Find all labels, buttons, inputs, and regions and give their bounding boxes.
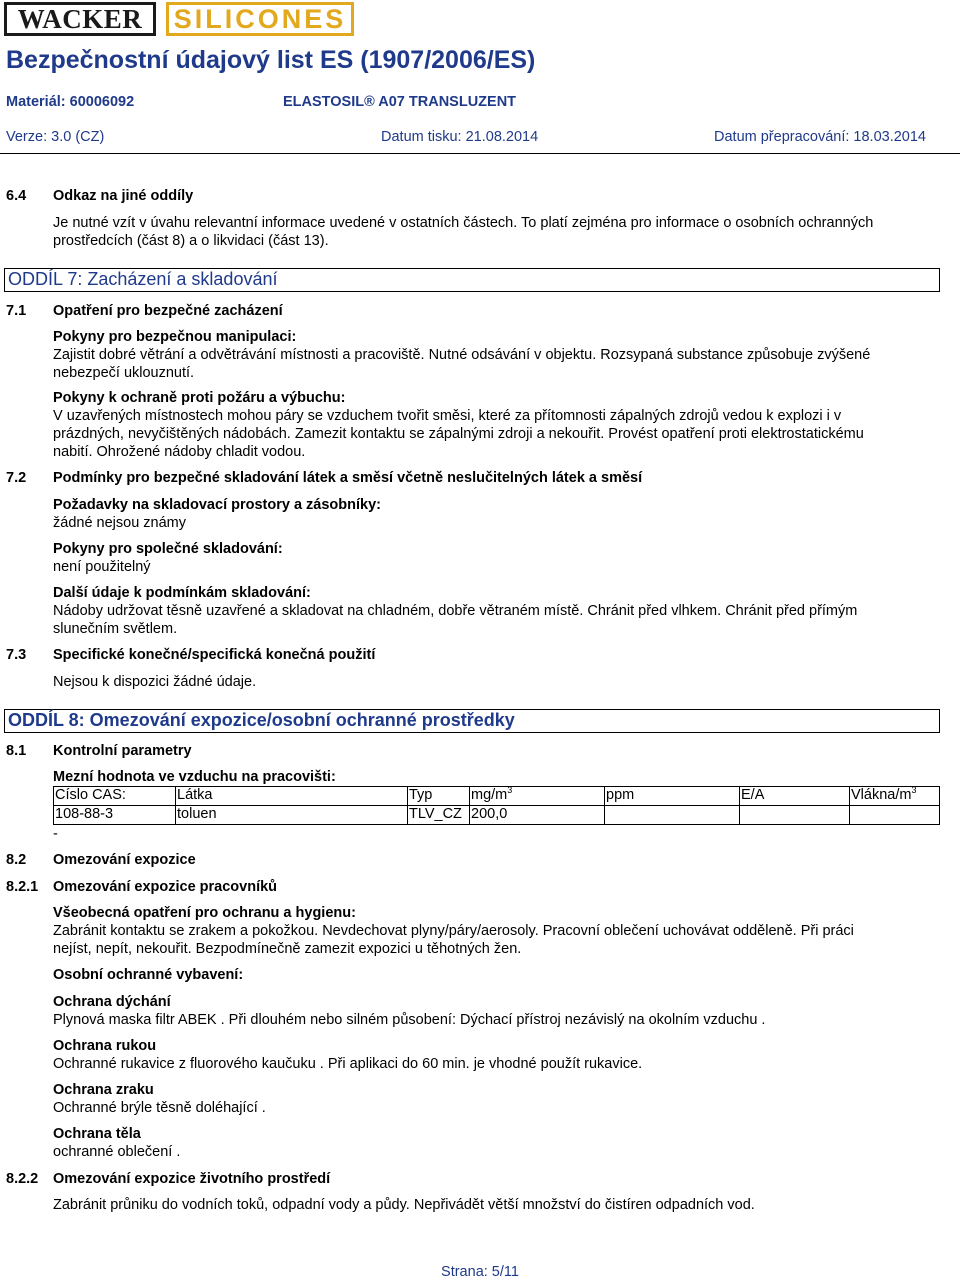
paragraph-line: Je nutné vzít v úvahu relevantní informace uvedené v ostatních částech. To platí zejména pro informace o osobních ochranných — [53, 215, 874, 231]
paragraph-line: nabití. Ohrožené nádoby chladit vodou. — [53, 444, 306, 460]
eye-value: Ochranné brýle těsně doléhající . — [53, 1100, 266, 1116]
table-cell: toluen — [176, 806, 408, 825]
storage-req-heading: Požadavky na skladovací prostory a zásobníky: — [53, 497, 381, 513]
hygiene-heading: Všeobecná opatření pro ochranu a hygienu: — [53, 905, 356, 921]
joint-storage-value: není použitelný — [53, 559, 151, 575]
storage-req-value: žádné nejsou známy — [53, 515, 186, 531]
header-divider — [0, 153, 960, 154]
table-header-cell — [850, 787, 940, 806]
table-header-cell: E/A — [740, 787, 850, 806]
paragraph-line: nejíst, nepít, nekouřit. Bezpodmínečně zamezit expozici u těhotných žen. — [53, 941, 522, 957]
wacker-logo: WACKER — [4, 2, 156, 36]
table-cell: 108-88-3 — [54, 806, 176, 825]
paragraph-line: slunečním světlem. — [53, 621, 178, 637]
subsection-number: 8.2.2 — [6, 1171, 39, 1187]
page-number: Strana: 5/11 — [441, 1264, 519, 1280]
paragraph-line: Zabránit kontaktu se zrakem a pokožkou. Nevdechovat plyny/páry/aerosoly. Pracovní oblečení uchovávat odděleně. Při práci — [53, 923, 854, 939]
paragraph-line: Nádoby udržovat těsně uzavřené a skladovat na chladném, dobře větraném místě. Chránit před vlhkem. Chránit před přímým — [53, 603, 858, 619]
storage-more-heading: Další údaje k podmínkám skladování: — [53, 585, 311, 601]
table-cell: 200,0 — [470, 806, 605, 825]
document-title: Bezpečnostní údajový list ES (1907/2006/ES) — [6, 46, 536, 74]
subsection-title: Specifické konečné/specifická konečná použití — [53, 647, 376, 663]
section-7-heading: ODDÍL 7: Zacházení a skladování — [4, 268, 940, 292]
hand-value: Ochranné rukavice z fluorového kaučuku . Při aplikaci do 60 min. je vhodné použít rukavice. — [53, 1056, 643, 1072]
material-number: Materiál: 60006092 — [6, 94, 135, 110]
subsection-number: 8.2.1 — [6, 879, 39, 895]
table-header-cell: Typ — [408, 787, 470, 806]
body-value: ochranné oblečení . — [53, 1144, 181, 1160]
section-8-heading: ODDÍL 8: Omezování expozice/osobní ochranné prostředky — [4, 709, 940, 733]
subsection-number: 8.1 — [6, 743, 27, 759]
subsection-title: Opatření pro bezpečné zacházení — [53, 303, 283, 319]
subsection-title: Omezování expozice životního prostředí — [53, 1171, 331, 1187]
subsection-number: 7.2 — [6, 470, 27, 486]
fire-heading: Pokyny k ochraně proti požáru a výbuchu: — [53, 390, 346, 406]
subsection-number: 6.4 — [6, 188, 27, 204]
table-header-cell — [470, 787, 605, 806]
respiratory-heading: Ochrana dýchání — [53, 994, 171, 1010]
table-row — [54, 806, 940, 825]
subsection-title: Odkaz na jiné oddíly — [53, 188, 194, 204]
respiratory-value: Plynová maska filtr ABEK . Při dlouhém nebo silném působení: Dýchací přístroj nezávislý na okolním vzduchu . — [53, 1012, 766, 1028]
specific-use-value: Nejsou k dispozici žádné údaje. — [53, 674, 257, 690]
silicones-logo: SILICONES — [166, 2, 354, 36]
paragraph-line: nebezpečí uklouznutí. — [53, 365, 195, 381]
environment-value: Zabránit průniku do vodních toků, odpadní vody a půdy. Nepřivádět větší množství do čistíren odpadních vod. — [53, 1197, 755, 1213]
handling-heading: Pokyny pro bezpečnou manipulaci: — [53, 329, 297, 345]
paragraph-line: prázdných, nevyčištěných nádobách. Zamezit kontaktu se zápalnými zdroji a nekouřit. Provést opatření proti elektrostatickému — [53, 426, 864, 442]
subsection-number: 8.2 — [6, 852, 27, 868]
unit-label: mg/m — [471, 787, 508, 803]
product-name: ELASTOSIL® A07 TRANSLUZENT — [283, 94, 517, 110]
paragraph-line: V uzavřených místnostech mohou páry se vzduchem tvořit směsi, které za přítomnosti zápalných zdrojů vedou k explozi i v — [53, 408, 842, 424]
eye-heading: Ochrana zraku — [53, 1082, 154, 1098]
subsection-title: Omezování expozice pracovníků — [53, 879, 278, 895]
unit-label: Vlákna/m — [851, 787, 912, 803]
exposure-limit-heading: Mezní hodnota ve vzduchu na pracovišti: — [53, 769, 336, 785]
body-heading: Ochrana těla — [53, 1126, 141, 1142]
exposure-limit-table — [53, 786, 940, 825]
table-cell — [605, 806, 740, 825]
subsection-number: 7.1 — [6, 303, 27, 319]
superscript: 3 — [507, 785, 513, 796]
paragraph-line: prostředcích (část 8) a o likvidaci (část 13). — [53, 233, 329, 249]
ppe-heading: Osobní ochranné vybavení: — [53, 967, 244, 983]
table-cell — [850, 806, 940, 825]
paragraph-line: Zajistit dobré větrání a odvětrávání místnosti a pracoviště. Nutné odsávání v objektu. Rozsypaná substance způsobuje zvýšené — [53, 347, 871, 363]
subsection-title: Podmínky pro bezpečné skladování látek a směsí včetně neslučitelných látek a směsí — [53, 470, 643, 486]
version: Verze: 3.0 (CZ) — [6, 129, 105, 145]
subsection-title: Kontrolní parametry — [53, 743, 192, 759]
table-header-cell: Látka — [176, 787, 408, 806]
subsection-title: Omezování expozice — [53, 852, 196, 868]
table-cell — [740, 806, 850, 825]
revision-date: Datum přepracování: 18.03.2014 — [714, 129, 926, 145]
table-header-cell: Císlo CAS: — [54, 787, 176, 806]
joint-storage-heading: Pokyny pro společné skladování: — [53, 541, 283, 557]
dash: - — [53, 826, 58, 842]
table-header-row — [54, 787, 940, 806]
subsection-number: 7.3 — [6, 647, 27, 663]
superscript: 3 — [911, 785, 917, 796]
table-header-cell: ppm — [605, 787, 740, 806]
hand-heading: Ochrana rukou — [53, 1038, 157, 1054]
table-cell: TLV_CZ — [408, 806, 470, 825]
print-date: Datum tisku: 21.08.2014 — [381, 129, 539, 145]
